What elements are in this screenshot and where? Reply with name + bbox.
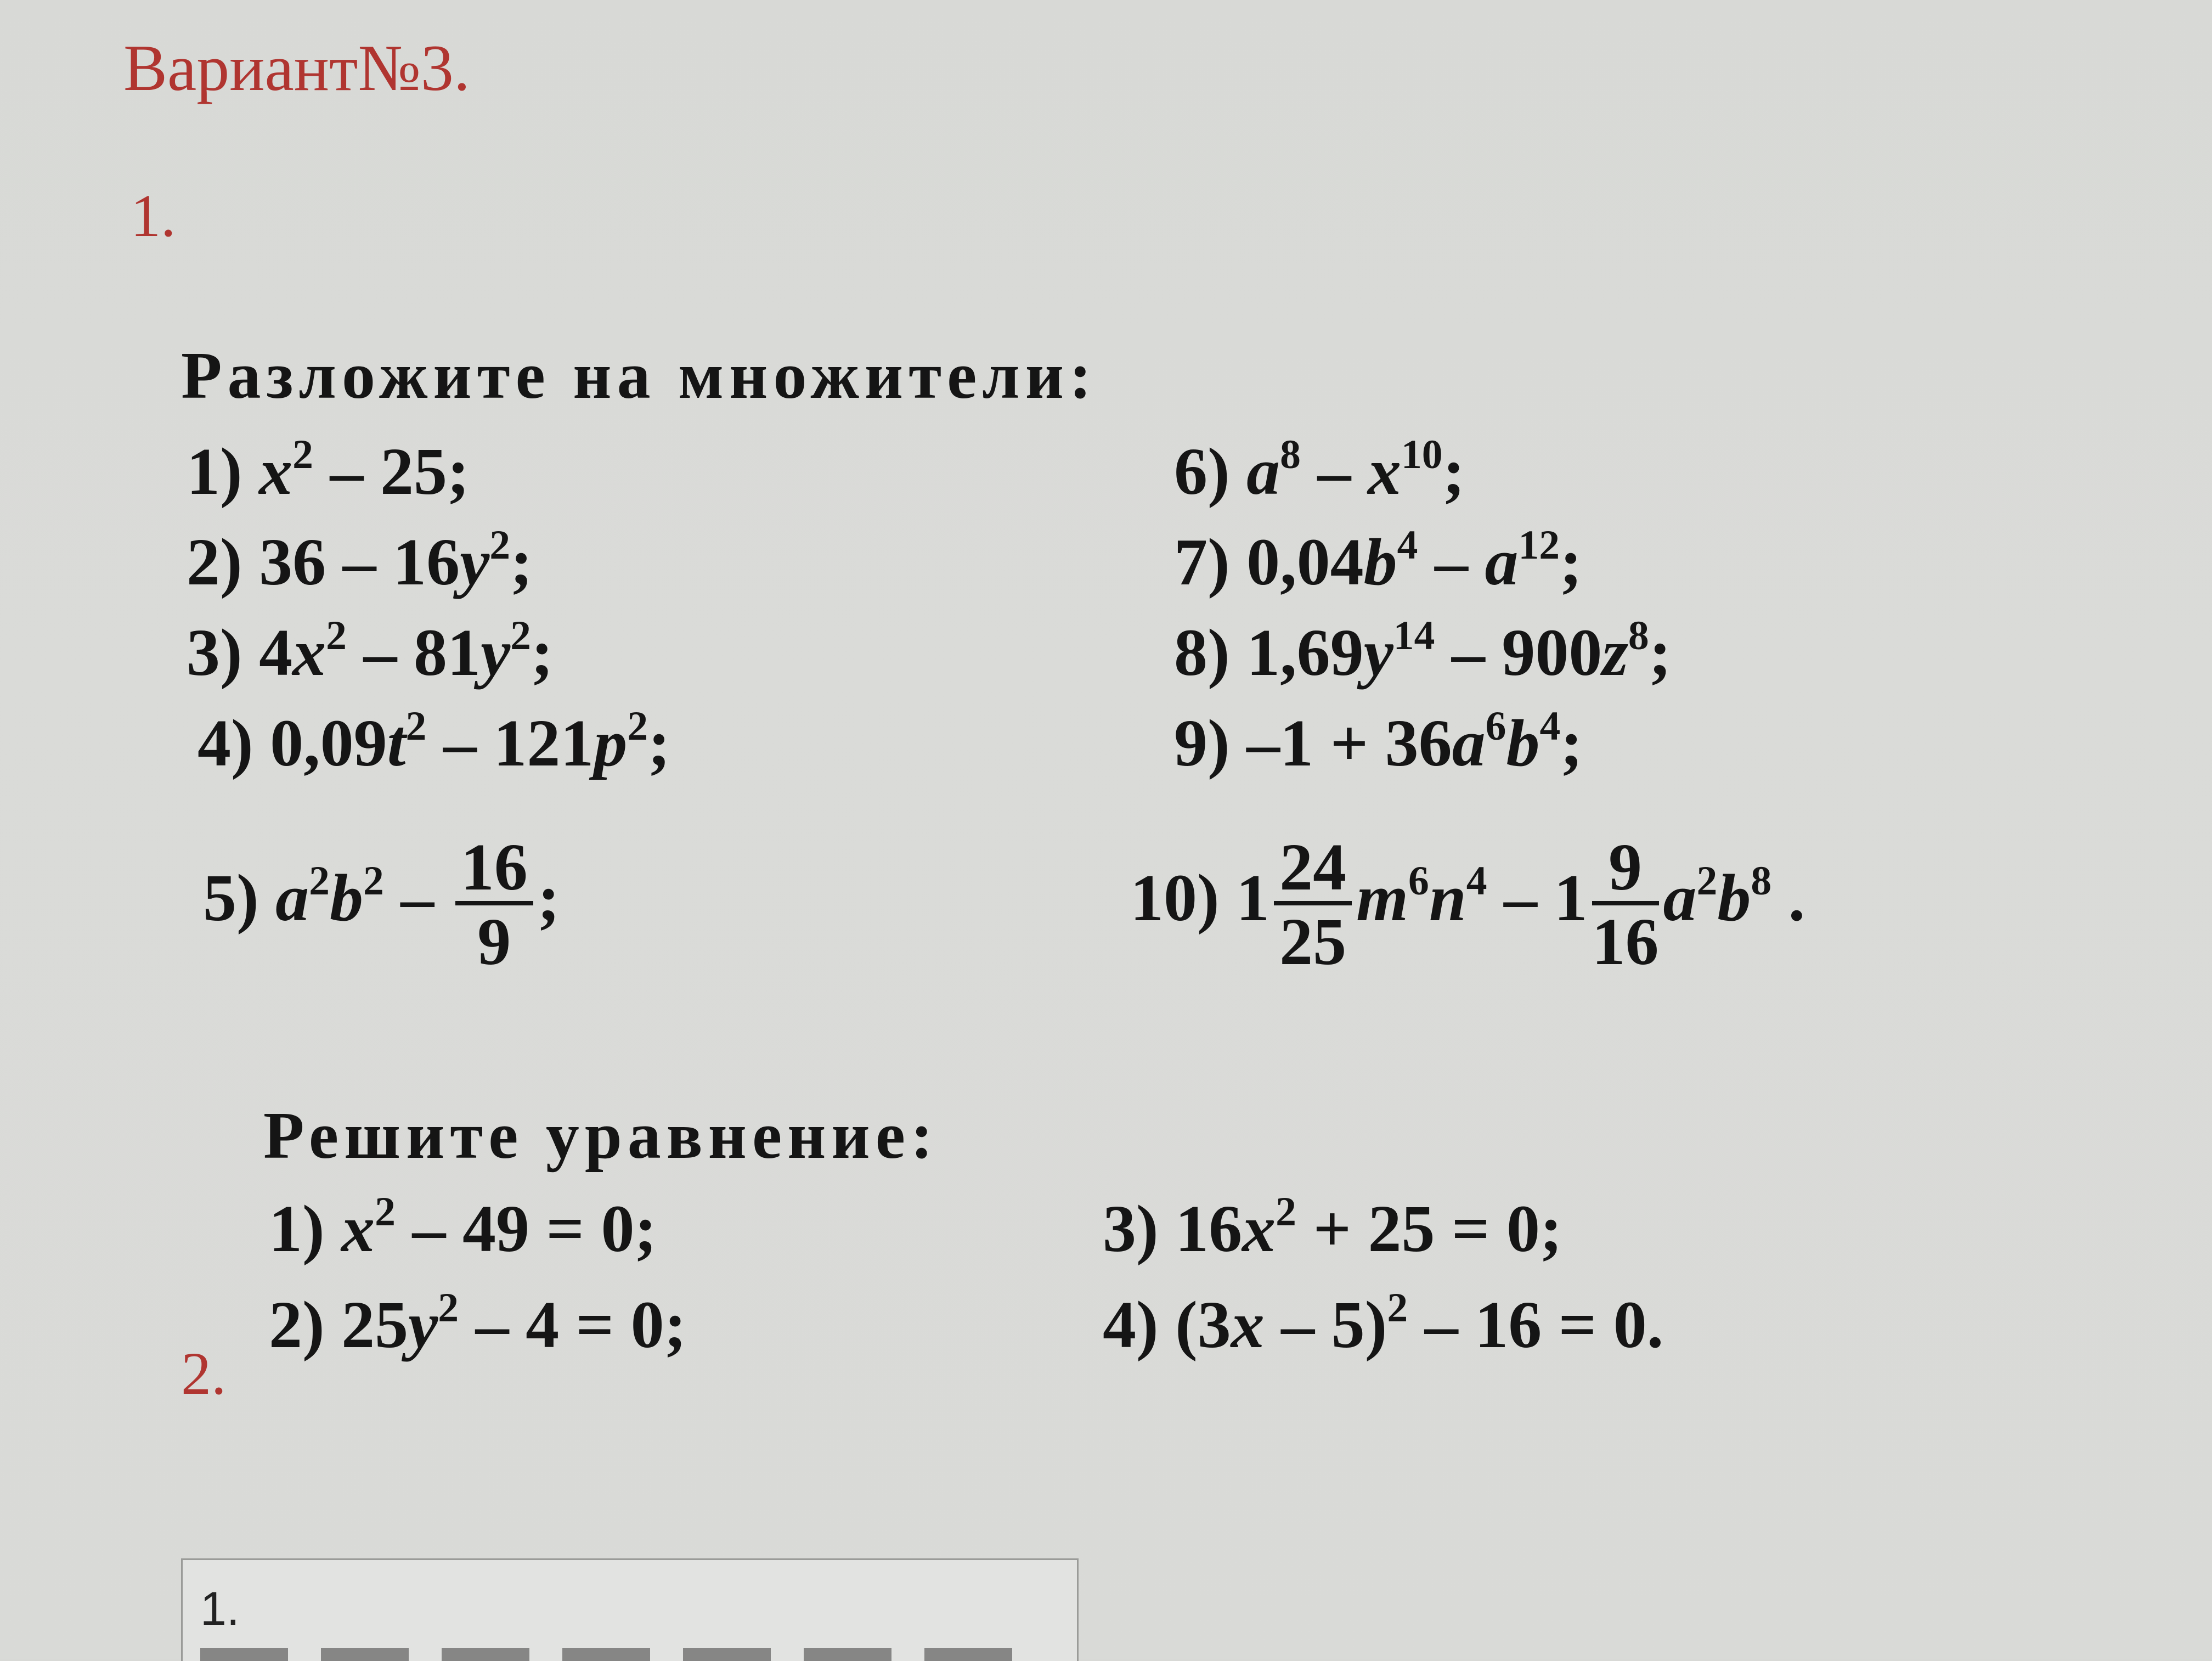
- factor-problem-6: 6) $a^8 - x^{10}$;: [1174, 432, 1465, 509]
- answer-sheet-number: 1.: [200, 1583, 240, 1635]
- factor-heading: Разложите на множители:: [181, 339, 1097, 413]
- answer-sheet-box: [181, 1558, 1079, 1661]
- factor-problem-1: 1) $x^2 - 25$;: [187, 432, 470, 509]
- factor-problem-7: 7) $0,04b^4 - a^{12}$;: [1174, 522, 1582, 599]
- task-2-number: 2.: [181, 1340, 227, 1407]
- equation-2: 2) $25y^2 - 4 = 0$;: [269, 1285, 687, 1362]
- factor-problem-5: 5) $a^2b^2$ – $\frac{16}{9}$ ;: [203, 830, 560, 979]
- factor-problem-8: 8) $1,69y^{14} - 900z^8$;: [1174, 613, 1672, 690]
- equation-4: 4) (3x – 5)$^2$ – 16 = 0.: [1103, 1285, 1664, 1362]
- cut-off-text-line: [200, 1648, 1040, 1661]
- equation-3: 3) $16x^2 + 25 = 0$;: [1103, 1189, 1562, 1266]
- factor-problem-9: 9) $-1 + 36a^6b^4$;: [1174, 703, 1583, 780]
- factor-problem-4: 4) $0,09t^2 - 121p^2$;: [198, 703, 670, 780]
- equation-1: 1) $x^2 - 49 = 0$;: [269, 1189, 657, 1266]
- equations-heading: Решите уравнение:: [263, 1099, 939, 1173]
- variant-title: Вариант№3.: [123, 31, 470, 104]
- task-1-number: 1.: [131, 182, 176, 249]
- factor-problem-3: 3) $4x^2 - 81y^2$;: [187, 613, 554, 690]
- factor-problem-10: 10) 1 $\frac{24}{25}$ $m^6n^4 - 1$ $\frac{9}{16}$ $a^2b^8$ .: [1130, 830, 1805, 979]
- factor-problem-2: 2) $36 - 16y^2$;: [187, 522, 533, 599]
